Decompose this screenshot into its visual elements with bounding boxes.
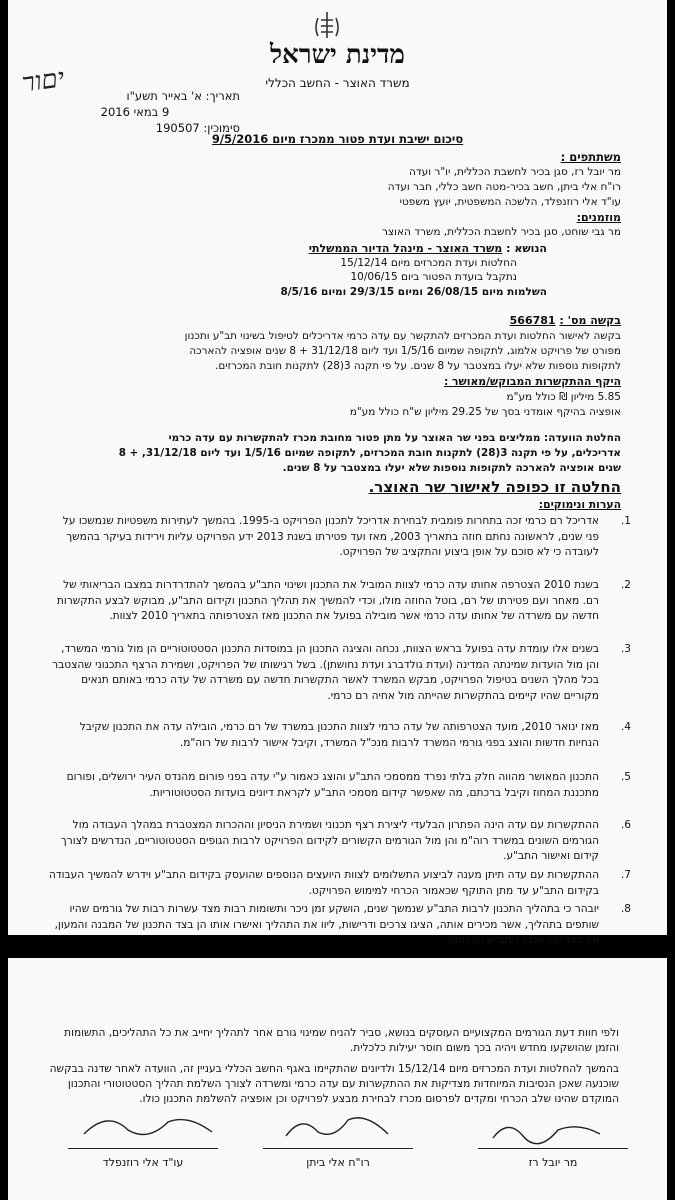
list-item-text: ההתקשרות עם עדה תיתן מענה לביצוע התשלומים לצוות היועצים הנוספים שהועסק בקידום התב"ע וידרש להמשיך העבודה בקידום התב"ע עד מתן התוקף שכאמור הכרחי למימוש הפרויקט. [48, 869, 599, 897]
list-item [48, 720, 631, 751]
date-block [30, 88, 240, 136]
state-name: מדינת ישראל [270, 40, 405, 70]
list-item [48, 514, 631, 561]
signature-scribble [488, 1116, 608, 1146]
signature-line [263, 1148, 413, 1149]
request-line: לתקופות נוספות שלא יעלו במצטבר על 8 שנים. על פי תקנה 3(28) לתקנות חובת המכרזים. [215, 360, 621, 372]
list-item-number: 4. [620, 721, 631, 733]
scope-label: היקף ההתקשרות המבוקש/מאושר : [443, 375, 621, 388]
scope-value: אופציה בהיקף אומדני בסך של 29.25 מיליון ש"ח כולל מע"מ [349, 406, 621, 418]
participant-line: רו"ח אלי ביתן, חשב בכיר-מטה חשב כללי, חבר ועדה [387, 181, 621, 193]
date-hebrew: א' באייר תשע"ו [126, 89, 202, 103]
history-line: החלטות ועדת המכרזים מיום 15/12/14 [340, 257, 517, 269]
signature-line [478, 1148, 628, 1149]
signature-line [68, 1148, 218, 1149]
list-item-number: 7. [620, 869, 631, 881]
list-item-text: יובהר כי בתהליך התכנון לרבות התב"ע שנמשך שנים, הושקע זמן ניכר ותשומות רבות מצד עשרות רבות של גורמים שהיו שותפים בתהליך, אשר מכירים אותה, הציגו צרכים ודרישות, ליוו את התהליך ואישרו אותו הן בצד התכנון של המבנה והמעון, והן בצד של תכנון התב"ע וקידומה, [54, 903, 599, 946]
continuation-paragraph: ולפי חוות דעת הגורמים המקצועיים העוסקים בנושא, סביר להניח שמינוי גורם אחר לתהליך יחייב את כל התהליכים, התשומות והזמן שהושקעו מחדש ויהיה בכך משום חוסר יעילות כלכלית. [64, 1027, 619, 1054]
list-item [48, 642, 631, 704]
conclusion-paragraph: בהמשך להחלטות ועדת המכרזים מיום 15/12/14 ולדיונים שהתקיימו באגף החשב הכללי בעניין זה, הוועדה לאחר שדנה בבקשה שוכנעה שאכן הנסיבות המיוחדות מצדיקות את ההתקשרות עם עדה כרמי ומשרדה לצורך השלמת תהליך הסטטוטורי והתכנון המוקדם שהינו שלב הכרחי ומקדים לפרסום מכרז לבחירת מבצע לפרויקט וכן אופציה להשלמת התכנון כולו. [49, 1063, 619, 1105]
scope-value: 5.85 מיליון ₪ כולל מע"מ [506, 391, 621, 403]
ministry-name: משרד האוצר - החשב הכללי [265, 76, 410, 90]
participants-label: משתתפים : [560, 150, 621, 164]
list-item-number: 2. [620, 579, 631, 591]
invited-line: מר גבי שוחט, סגן בכיר לחשבת הכללית, משרד האוצר [381, 226, 621, 238]
signer-name-middle: רו"ח אלי ביתן [306, 1156, 370, 1169]
list-item [48, 818, 631, 865]
signature-icon [278, 1110, 398, 1144]
participant-line: עו"ד אלי רוזנפלד, הלשכה המשפטית, יועץ משפטי [399, 196, 621, 208]
subject-value: משרד האוצר - מינהל הדיור הממשלתי [308, 242, 503, 255]
request-line: מפורט של פרויקט אלמוג, לתקופה שמיום 1/5/16 ועד ליום 31/12/18 + 8 שנים אופציה להארכה [189, 345, 621, 357]
history-line: נתקבל בועדת הפטור ביום 10/06/15 [350, 271, 517, 283]
state-emblem-icon [308, 10, 346, 40]
document-page-2 [8, 958, 667, 1200]
decision-subject-to: החלטה זו כפופה לאישור שר האוצר. [368, 478, 621, 496]
signature-icon [488, 1116, 608, 1146]
request-number: 566781 [509, 314, 556, 327]
subject-label: הנושא : [506, 242, 547, 255]
list-item [48, 902, 631, 946]
request-header [38, 314, 621, 327]
participant-line: מר יובל רז, סגן בכיר לחשבת הכללית, יו"ר ועדה [409, 166, 621, 178]
signature-scribble [278, 1110, 398, 1144]
signature-scribble [78, 1110, 218, 1144]
request-line: בקשה לאישור החלטות ועדת המכרזים להתקשר עם עדה כרמי אדריכלים לטיפול בשינוי תב"ע ותכנון [184, 330, 621, 342]
decision-line: שנים אופציה להארכה לתקופות נוספות שלא יעלו במצטבר על 8 שנים. [282, 462, 621, 474]
list-item-text: אדריכל רם כרמי זכה בתחרות פומבית לבחירת אדריכל לתכנון הפרויקט ב-1995. בהמשך לעתירות משפטיות שנמשכו על פני שנים, לראשונה נחתם חוזה בתאריך 2003, מאז ועד פטירתו בשנת 2013 ידע הפרויקט עליות וירידות בעיקר בהמשך לעובדה כי לא סוכם על אופן ביצוע והתקציב של הפרויקט. [62, 515, 599, 558]
signature-icon [78, 1110, 218, 1144]
list-item-text: מאז ינואר 2010, מועד הצטרפותה של עדה כרמי לצוות התכנון במשרד של רם כרמי, הובילה עדה את התכנון שקיבל הנחיות חדשות והוצג בפני גורמי המשרד לרבות מנכ"ל המשרד, וקיבל אישור לרבות של רוה"מ. [79, 721, 599, 749]
list-item-number: 1. [620, 515, 631, 527]
list-item-number: 6. [620, 819, 631, 831]
meeting-title: סיכום ישיבת ועדת פטור ממכרז מיום 9/5/2016 [211, 132, 464, 146]
list-item [48, 578, 631, 625]
document-page-1 [8, 0, 667, 946]
date-label: תאריך: [205, 89, 240, 103]
ref-number: 190507 [155, 121, 200, 135]
list-item-text: התכנון המאושר מהווה חלק בלתי נפרד ממסמכי התב"ע והוצג כאמור ע"י עדה בפני פורום מהנדס העיר ירושלים, ופורום מתכננת המחוז וקיבל ברכתם, מה שאפשר קידום מסמכי התב"ע לקראת דיונים בועדות הסטטוטוריות. [66, 771, 599, 799]
list-item [48, 868, 631, 899]
signer-name-right: מר יובל רז [528, 1156, 578, 1169]
list-item-number: 3. [620, 643, 631, 655]
decision-line: אדריכלים, על פי תקנה 3(28) לתקנות חובת המכרזים, לתקופה שמיום 1/5/16 ועד ליום 31/12/18, + 8 [118, 447, 621, 459]
ref-label: סימוכין: [203, 121, 240, 135]
invited-label: מוזמנים: [576, 211, 621, 224]
list-item-text: בשנים אלו עומדת עדה בפועל בראש הצוות, נכחה והציגה התכנון הן במוסדות התכנון הסטטוטוריים הן מול גורמי המשרד, והן מול הועדות שמינתה המדינה (ועדת גולדברג ועדת נחושתן). בשל רגישותו של הפרויקט, ושמירת הרצף התכנוני שהצטבר בכל מהלך השנים בטיפול הפרויקט, מבקש המשרד לאשר התקשרות חדשה עם משרדה של עדה כרמי באותם תנאים מקוריים שהיו קיימים בהתקשרות שהייתה מול אחיה רם כרמי. [52, 643, 599, 702]
remarks-label: הערות ונימוקים: [538, 498, 621, 511]
list-item-number: 8. [620, 903, 631, 915]
history-line: השלמות מיום 26/08/15 ומיום 29/3/15 ומיום 8/5/16 [280, 286, 547, 298]
subject-line [38, 242, 547, 255]
list-item-number: 5. [620, 771, 631, 783]
date-gregorian: 9 במאי 2016 [100, 105, 170, 119]
list-item-text: ההתקשרות עם עדה הינה הפתרון הבלעדי ליצירת רצף תכנוני ושמירת הניסיון וההכרות המצטברת במהלך העבודה מול הגורמים השונים במשרד רוה"מ והן מול הגורמים הקשורים לקידום הפרויקט לרבות הגופים הסטטוטוריים, הנדרשים לצורך קידום ואישור התב"ע. [61, 819, 599, 862]
list-item-text: בשנת 2010 הצטרפה אחותו עדה כרמי לצוות המוביל את התכנון ושינוי התב"ע בהמשך להתדרדרות במצבו הבריאותי של רם. מאחר ועם פטירתו של רם, בוטל החוזה מולו, וכדי להמשיך את תהליך התכנון וקידום התב"ע, מבוקש לבצע התקשרות חדשה עם משרדה של אחותו עדה כרמי אשר מובילה בפועל את התכנון מאז הצטרפותה בתאריך 2010 לצוות. [56, 579, 599, 622]
handwritten-margin-note: יםור [20, 63, 67, 99]
list-item [48, 770, 631, 801]
signer-name-left: עו"ד אלי רוזנפלד [102, 1156, 184, 1169]
request-label: בקשה מס' : [559, 314, 621, 327]
decision-line: החלטת הוועדה: ממליצים בפני שר האוצר על מתן פטור מחובת מכרז להתקשרות עם עדה כרמי [168, 432, 621, 444]
